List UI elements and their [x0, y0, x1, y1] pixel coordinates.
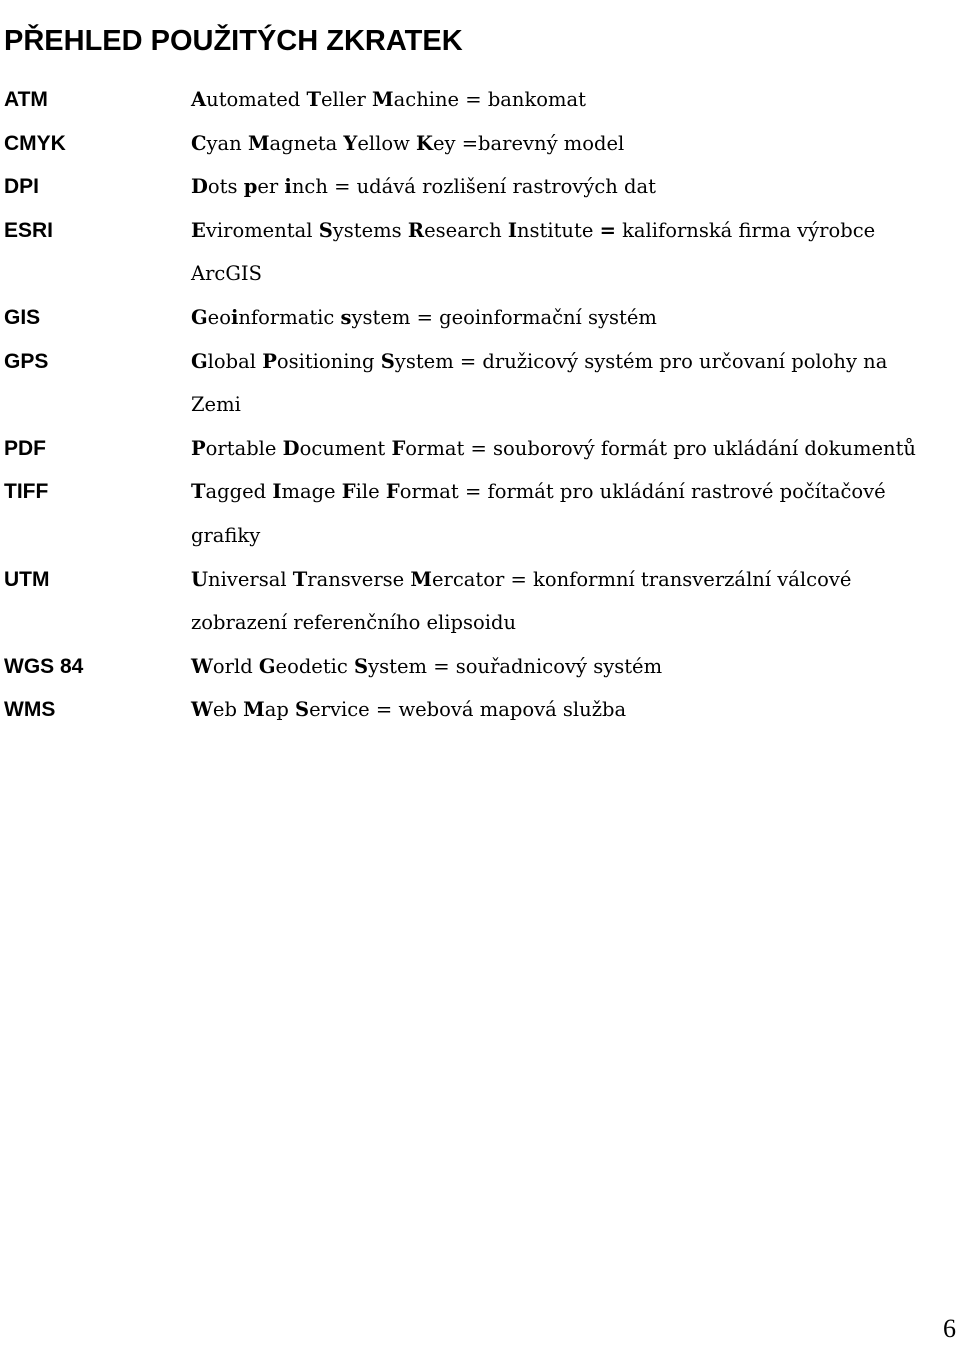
abbreviation-row — [0, 470, 960, 557]
abbreviation-row — [0, 645, 960, 689]
description-initial: M — [243, 698, 265, 722]
abbreviation-description — [191, 645, 936, 689]
description-initial: R — [407, 218, 425, 242]
description-text: ercator = konformní transverzální válcové zobrazení referenčního elipsoidu — [191, 567, 852, 635]
description-text: nch = udává rozlišení rastrových dat — [291, 175, 656, 199]
abbreviation-term: UTM — [4, 567, 50, 591]
abbreviation-description — [191, 558, 936, 645]
description-initial: T — [306, 88, 321, 111]
description-initial: T — [292, 567, 308, 591]
description-initial: U — [191, 567, 209, 591]
abbreviation-term: ATM — [4, 88, 48, 111]
abbreviation-term: CMYK — [4, 131, 66, 155]
description-text: ey =barevný model — [432, 131, 625, 155]
description-text: ormat = souborový formát pro ukládání dokumentů — [405, 436, 916, 460]
abbreviation-description — [191, 340, 936, 427]
description-text: utomated — [206, 88, 307, 111]
description-text: ormat = formát pro ukládání rastrové počítačové grafiky — [191, 480, 886, 547]
description-initial: i — [284, 175, 292, 199]
abbreviation-row — [0, 427, 960, 471]
description-initial: S — [318, 218, 333, 242]
abbreviation-row — [0, 209, 960, 296]
description-text: ile — [355, 480, 386, 504]
description-text: lobal — [207, 349, 263, 373]
description-initial: i — [230, 305, 239, 329]
abbreviation-term: ESRI — [4, 218, 54, 242]
description-initial: G — [258, 654, 276, 678]
abbreviation-description — [191, 209, 936, 296]
description-text: nstitute — [516, 218, 600, 242]
abbreviation-description — [191, 470, 936, 557]
abbreviation-row — [0, 558, 960, 645]
abbreviation-term: PDF — [4, 436, 46, 460]
description-text: ervice = webová mapová služba — [309, 698, 627, 722]
abbreviation-term: DPI — [4, 175, 40, 199]
description-text: yan — [206, 131, 248, 155]
description-text: ots — [207, 175, 244, 199]
description-text: eller — [320, 88, 373, 111]
description-initial: D — [191, 175, 208, 199]
abbreviation-description — [191, 78, 936, 122]
description-initial: G — [191, 305, 208, 329]
description-text: er — [257, 175, 285, 199]
description-text: eodetic — [275, 654, 355, 678]
description-text: mage — [281, 480, 342, 504]
description-text: niversal — [208, 567, 293, 591]
description-initial: M — [372, 88, 394, 111]
abbreviation-term: WGS 84 — [4, 654, 84, 678]
description-initial: p — [243, 175, 258, 199]
description-text: ellow — [357, 131, 416, 155]
description-text: nformatic — [238, 305, 341, 329]
description-text: ystems — [332, 218, 408, 242]
description-initial: D — [282, 436, 300, 460]
description-initial: I — [272, 480, 282, 504]
description-initial: S — [295, 698, 310, 722]
abbreviation-term: TIFF — [4, 480, 49, 504]
abbreviation-row — [0, 688, 960, 732]
description-initial: F — [385, 480, 400, 504]
description-initial: s — [340, 305, 352, 329]
description-initial: Y — [343, 131, 358, 155]
abbreviation-description — [191, 296, 936, 340]
abbreviation-row — [0, 340, 960, 427]
description-initial: S — [354, 654, 369, 678]
description-initial: E — [191, 218, 206, 242]
description-initial: M — [247, 131, 270, 155]
description-initial: A — [191, 88, 207, 111]
description-initial: W — [191, 654, 213, 678]
description-text: ortable — [205, 436, 283, 460]
description-text: ositioning — [276, 349, 381, 373]
abbreviation-row — [0, 165, 960, 209]
description-text: agged — [205, 480, 273, 504]
abbreviation-list — [0, 78, 960, 732]
description-text: ystem = geoinformační systém — [351, 305, 657, 329]
description-text: achine = bankomat — [393, 88, 586, 111]
description-text: agneta — [269, 131, 344, 155]
page-number: 6 — [943, 1314, 956, 1343]
description-initial: F — [391, 436, 406, 460]
abbreviation-row — [0, 78, 960, 122]
description-initial: W — [191, 698, 213, 722]
description-text: eb — [212, 698, 244, 722]
abbreviation-description — [191, 122, 936, 166]
abbreviation-description — [191, 688, 936, 732]
description-text: ocument — [299, 436, 392, 460]
description-initial: G — [191, 349, 208, 373]
description-initial: T — [191, 480, 206, 504]
description-text: viromental — [205, 218, 319, 242]
abbreviation-row — [0, 122, 960, 166]
description-initial: F — [341, 480, 356, 504]
description-initial: I — [507, 218, 517, 242]
abbreviation-description — [191, 165, 936, 209]
description-initial: K — [415, 131, 433, 155]
description-initial: P — [262, 349, 277, 373]
description-text: ap — [264, 698, 296, 722]
description-text: ystem = družicový systém pro určovaní polohy na Zemi — [191, 349, 888, 417]
abbreviation-description — [191, 427, 936, 471]
abbreviation-row — [0, 296, 960, 340]
description-text: ystem = souřadnicový systém — [368, 654, 663, 678]
description-text: esearch — [424, 218, 508, 242]
description-text: kalifornská firma výrobce ArcGIS — [191, 218, 876, 286]
description-initial: P — [191, 436, 206, 460]
abbreviation-term: GIS — [4, 305, 41, 329]
description-initial: = — [599, 218, 616, 242]
page-title: PŘEHLED POUŽITÝCH ZKRATEK — [4, 25, 463, 58]
description-initial: S — [380, 349, 395, 373]
description-initial: C — [191, 131, 207, 155]
abbreviation-term: GPS — [4, 349, 49, 373]
description-text: orld — [212, 654, 259, 678]
abbreviation-term: WMS — [4, 698, 56, 722]
description-text: ransverse — [307, 567, 411, 591]
description-initial: M — [410, 567, 433, 591]
description-text: eo — [207, 305, 231, 329]
